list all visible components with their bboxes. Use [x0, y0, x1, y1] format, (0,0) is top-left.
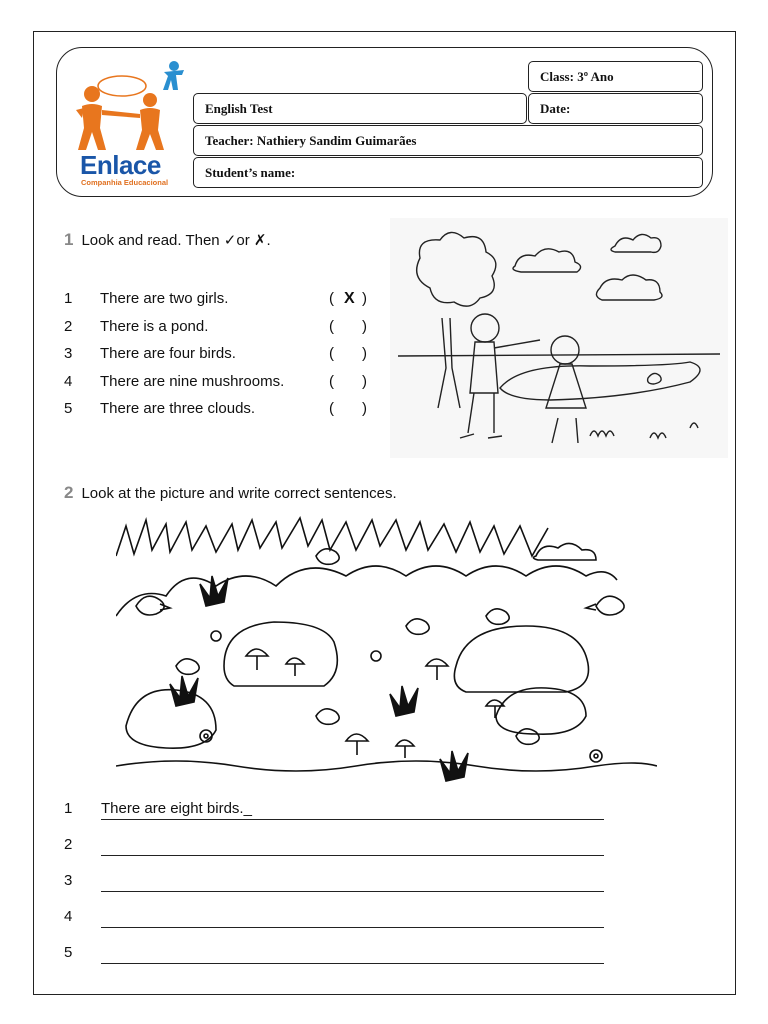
answer-bracket-open: (: [329, 373, 334, 390]
jungle-scene-illustration: [116, 516, 657, 791]
writing-rule: [101, 891, 604, 892]
line-answer-text[interactable]: There are eight birds._: [101, 800, 252, 817]
question-2-title: [64, 483, 397, 503]
writing-rule: [101, 819, 604, 820]
line-number: 2: [64, 836, 73, 853]
answer-bracket-open: (: [329, 290, 334, 307]
writing-rule: [101, 963, 604, 964]
q1-item: [64, 290, 374, 310]
answer-bracket-close: ): [362, 290, 367, 307]
answer-line: [64, 836, 604, 856]
park-scene-illustration: [390, 218, 728, 458]
answer-bracket-open: (: [329, 345, 334, 362]
item-text: There are two girls.: [100, 290, 229, 307]
question-number: 2: [64, 483, 74, 502]
q1-item: [64, 373, 374, 393]
teacher-field: Teacher: Nathiery Sandim Guimarães: [193, 125, 703, 156]
answer-bracket-close: ): [362, 373, 367, 390]
q1-item: [64, 318, 374, 338]
test-title-field: English Test: [193, 93, 527, 124]
item-text: There is a pond.: [100, 318, 209, 335]
item-text: There are four birds.: [100, 345, 236, 362]
item-text: There are nine mushrooms.: [100, 373, 285, 390]
answer-bracket-open: (: [329, 318, 334, 335]
writing-rule: [101, 855, 604, 856]
line-number: 1: [64, 800, 73, 817]
item-number: 1: [64, 290, 73, 307]
question-instruction: Look at the picture and write correct sentences.: [81, 485, 397, 502]
answer-line: [64, 944, 604, 964]
answer-bracket-close: ): [362, 318, 367, 335]
question-number: 1: [64, 230, 74, 249]
logo-wordmark: Enlace: [80, 150, 161, 180]
logo-subtitle: Companhia Educacional: [81, 178, 169, 187]
date-field[interactable]: Date:: [528, 93, 703, 124]
answer-mark[interactable]: X: [344, 290, 355, 307]
item-number: 4: [64, 373, 73, 390]
answer-bracket-close: ): [362, 400, 367, 417]
line-number: 5: [64, 944, 73, 961]
q1-item: [64, 345, 374, 365]
question-instruction: Look and read. Then ✓or ✗.: [81, 232, 271, 249]
item-number: 5: [64, 400, 73, 417]
student-name-field[interactable]: Student’s name:: [193, 157, 703, 188]
answer-bracket-close: ): [362, 345, 367, 362]
answer-line: [64, 800, 604, 820]
item-number: 2: [64, 318, 73, 335]
answer-bracket-open: (: [329, 400, 334, 417]
item-number: 3: [64, 345, 73, 362]
line-number: 3: [64, 872, 73, 889]
line-number: 4: [64, 908, 73, 925]
answer-line: [64, 908, 604, 928]
writing-rule: [101, 927, 604, 928]
question-1-title: [64, 230, 271, 250]
q1-item: [64, 400, 374, 420]
item-text: There are three clouds.: [100, 400, 256, 417]
class-field: Class: 3º Ano: [528, 61, 703, 92]
answer-line: [64, 872, 604, 892]
